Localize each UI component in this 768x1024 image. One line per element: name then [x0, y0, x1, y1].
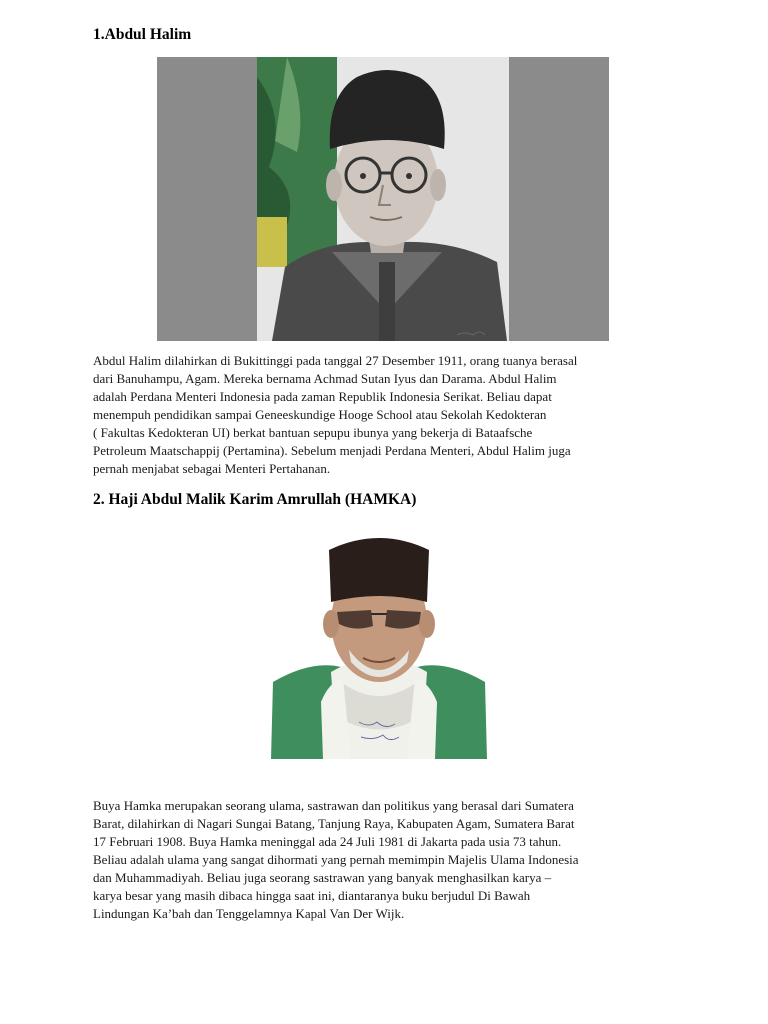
paragraph-line: menempuh pendidikan sampai Geneeskundige Hooge School atau Sekolah Kedokteran: [93, 407, 547, 422]
paragraph-line: Barat, dilahirkan di Nagari Sungai Batang, Tanjung Raya, Kabupaten Agam, Sumatera Barat: [93, 816, 575, 831]
paragraph-line: 17 Februari 1908. Buya Hamka meninggal ada 24 Juli 1981 di Jakarta pada usia 73 tahun.: [93, 834, 562, 849]
paragraph-line: Beliau adalah ulama yang sangat dihormati yang pernah memimpin Majelis Ulama Indonesia: [93, 852, 579, 867]
section-paragraph-hamka: [93, 797, 579, 923]
paragraph-line: dari Banuhampu, Agam. Mereka bernama Achmad Sutan Iyus dan Darama. Abdul Halim: [93, 371, 557, 386]
paragraph-line: Lindungan Ka’bah dan Tenggelamnya Kapal Van Der Wijk.: [93, 906, 405, 921]
paragraph-line: dan Muhammadiyah. Beliau juga seorang sastrawan yang banyak menghasilkan karya –: [93, 870, 552, 885]
paragraph-line: ( Fakultas Kedokteran UI) berkat bantuan sepupu ibunya yang bekerja di Bataafsche: [93, 425, 533, 440]
paragraph-line: adalah Perdana Menteri Indonesia pada zaman Republik Indonesia Serikat. Beliau dapat: [93, 389, 552, 404]
paragraph-line: karya besar yang masih dibaca hingga saat ini, diantaranya buku berjudul Di Bawah: [93, 888, 531, 903]
section-heading-hamka: 2. Haji Abdul Malik Karim Amrullah (HAMKA): [93, 491, 417, 508]
paragraph-line: Abdul Halim dilahirkan di Bukittinggi pada tanggal 27 Desember 1911, orang tuanya berasal: [93, 353, 578, 368]
portrait-abdul-halim: [157, 57, 609, 341]
section-heading-abdul-halim: 1.Abdul Halim: [93, 26, 192, 43]
portrait-hamka: [271, 532, 487, 759]
paragraph-line: Petroleum Maatschappij (Pertamina). Sebelum menjadi Perdana Menteri, Abdul Halim juga: [93, 443, 571, 458]
paragraph-line: pernah menjabat sebagai Menteri Pertahanan.: [93, 461, 331, 476]
section-paragraph-abdul-halim: [93, 352, 577, 478]
paragraph-line: Buya Hamka merupakan seorang ulama, sastrawan dan politikus yang berasal dari Sumatera: [93, 798, 574, 813]
